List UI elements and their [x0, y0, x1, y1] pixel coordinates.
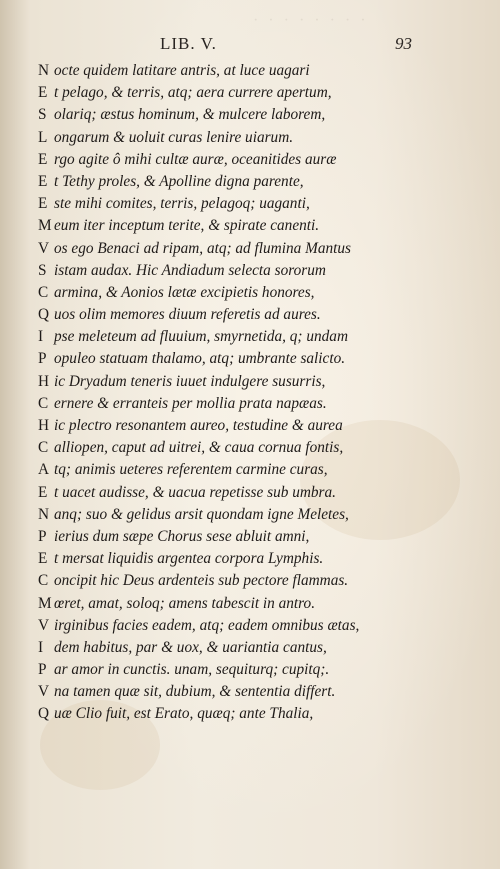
- verse-text: armina, & Aonios lætæ excipietis honores,: [54, 283, 315, 301]
- initial-letter: I: [38, 328, 44, 346]
- verse-line: [38, 482, 478, 504]
- verse-line: [38, 193, 478, 215]
- initial-letter: A: [38, 461, 50, 479]
- verse-line: [38, 326, 478, 348]
- initial-letter: V: [38, 616, 50, 634]
- verse-line: [38, 238, 478, 260]
- verse-text: t pelago, & terris, atq; aera currere apertum,: [54, 84, 332, 102]
- verse-line: [38, 593, 478, 615]
- initial-letter: H: [38, 372, 50, 390]
- verse-text: uos olim memores diuum referetis ad aures.: [54, 306, 321, 324]
- initial-letter: Q: [38, 705, 50, 723]
- verse-line: [38, 127, 478, 149]
- initial-letter: C: [38, 394, 49, 412]
- initial-letter: L: [38, 128, 48, 146]
- verse-text: t uacet audisse, & uacua repetisse sub umbra.: [54, 483, 336, 501]
- initial-letter: S: [38, 261, 47, 279]
- initial-letter: P: [38, 527, 47, 545]
- verse-line: [38, 104, 478, 126]
- verse-text: ongarum & uoluit curas lenire uiarum.: [54, 128, 294, 146]
- verse-line: [38, 348, 478, 370]
- verse-line: [38, 215, 478, 237]
- verse-text: olariq; æstus hominum, & mulcere laborem,: [54, 106, 326, 124]
- verse-text: ste mihi comites, terris, pelagoq; uaganti,: [54, 195, 310, 213]
- initial-letter: E: [38, 483, 48, 501]
- verse-line: [38, 60, 478, 82]
- initial-letter: C: [38, 439, 49, 457]
- initial-letter: N: [38, 62, 50, 79]
- verse-line: [38, 304, 478, 326]
- verse-text: tq; animis ueteres referentem carmine curas,: [54, 461, 328, 479]
- verse-line: [38, 526, 478, 548]
- verse-line: [38, 282, 478, 304]
- running-head: LIB. V.: [160, 34, 217, 53]
- verse-line: [38, 504, 478, 526]
- initial-letter: I: [38, 638, 44, 656]
- initial-letter: C: [38, 572, 49, 590]
- verse-text: alliopen, caput ad uitrei, & caua cornua fontis,: [54, 439, 344, 457]
- initial-letter: C: [38, 283, 49, 301]
- verse-text: rgo agite ô mihi cultæ auræ, oceanitides auræ: [54, 150, 337, 168]
- initial-letter: N: [38, 505, 50, 523]
- verse-line: [38, 615, 478, 637]
- initial-letter: V: [38, 683, 50, 701]
- verse-line: [38, 703, 478, 725]
- initial-letter: E: [38, 550, 48, 568]
- verse-line: [38, 659, 478, 681]
- verse-text: uæ Clio fuit, est Erato, quæq; ante Thalia,: [54, 705, 314, 723]
- verse-text: istam audax. Hic Andiadum selecta sororum: [54, 261, 326, 279]
- page-header: [160, 34, 472, 56]
- verse-text: ic plectro resonantem aureo, testudine & aurea: [54, 417, 343, 434]
- initial-letter: V: [38, 239, 50, 257]
- initial-letter: E: [38, 172, 48, 190]
- initial-letter: S: [38, 106, 47, 124]
- initial-letter: M: [38, 594, 52, 612]
- initial-letter: M: [38, 217, 52, 235]
- verse-text: octe quidem latitare antris, at luce uagari: [54, 62, 310, 79]
- initial-letter: P: [38, 350, 47, 368]
- verse-text: ar amor in cunctis. unam, sequiturq; cupitq;.: [54, 661, 330, 679]
- initial-letter: E: [38, 195, 48, 213]
- verse-text: t mersat liquidis argentea corpora Lymphis.: [54, 550, 324, 568]
- verse-line: [38, 415, 478, 437]
- verse-text: ierius dum sæpe Chorus sese abluit amni,: [54, 527, 310, 545]
- verse-line: [38, 548, 478, 570]
- initial-letter: E: [38, 150, 48, 168]
- verse-text: irginibus facies eadem, atq; eadem omnibus ætas,: [54, 616, 360, 634]
- verse-text: ic Dryadum teneris iuuet indulgere susurris,: [54, 372, 326, 390]
- initial-letter: P: [38, 661, 47, 679]
- verse-text: na tamen quæ sit, dubium, & sententia differt.: [54, 683, 336, 701]
- verse-line: [38, 570, 478, 592]
- initial-letter: E: [38, 84, 48, 102]
- page-number: 93: [395, 34, 412, 53]
- verse-line: [38, 459, 478, 481]
- verse-text: ernere & erranteis per mollia prata napæas.: [54, 394, 327, 412]
- verse-list: [38, 60, 478, 726]
- verse-line: [38, 171, 478, 193]
- show-through-text: · · · · · · · ·: [250, 12, 366, 29]
- verse-text: dem habitus, par & uox, & uariantia cantus,: [54, 638, 327, 656]
- verse-line: [38, 437, 478, 459]
- verse-line: [38, 681, 478, 703]
- verse-text: œret, amat, soloq; amens tabescit in antro.: [54, 594, 316, 612]
- verse-text: opuleo statuam thalamo, atq; umbrante salicto.: [54, 350, 346, 368]
- verse-text: eum iter inceptum terite, & spirate canenti.: [54, 217, 320, 235]
- verse-text: pse meleteum ad fluuium, smyrnetida, q; undam: [54, 328, 348, 346]
- initial-letter: H: [38, 417, 50, 434]
- verse-line: [38, 371, 478, 393]
- verse-line: [38, 393, 478, 415]
- verse-line: [38, 260, 478, 282]
- verse-text: anq; suo & gelidus arsit quondam igne Meletes,: [54, 505, 349, 523]
- verse-text: oncipit hic Deus ardenteis sub pectore flammas.: [54, 572, 349, 590]
- verse-line: [38, 82, 478, 104]
- verse-line: [38, 637, 478, 659]
- verse-line: [38, 149, 478, 171]
- initial-letter: Q: [38, 306, 50, 324]
- verse-text: t Tethy proles, & Apolline digna parente,: [54, 172, 304, 190]
- verse-text: os ego Benaci ad ripam, atq; ad flumina Mantus: [54, 239, 351, 257]
